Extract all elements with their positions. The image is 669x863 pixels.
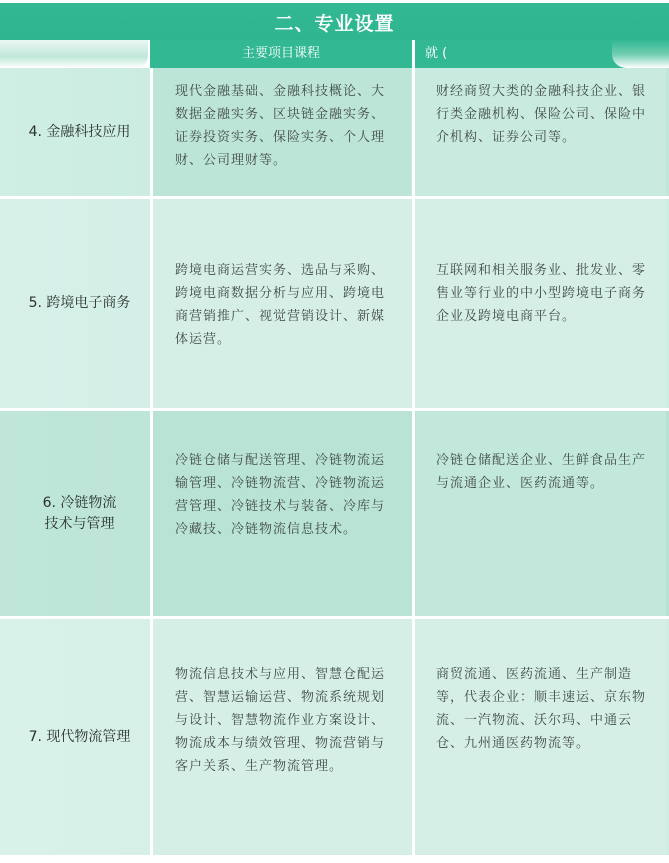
major-name-line1: 6. 冷链物流 [42, 494, 117, 511]
column-divider [412, 619, 415, 855]
table-row [0, 411, 669, 616]
major-name [10, 411, 149, 616]
major-courses: 跨境电商运营实务、选品与采购、跨境电商数据分析与应用、跨境电商营销推广、视觉营销设计、新媒体运营。 [153, 199, 411, 408]
table-row [0, 619, 669, 855]
major-jobs: 财经商贸大类的金融科技企业、银行类金融机构、保险公司、保险中介机构、证券公司等。 [416, 68, 666, 196]
header-left-decoration [0, 40, 148, 68]
major-name: 5. 跨境电子商务 [28, 295, 131, 311]
column-divider [150, 199, 153, 408]
major-name: 4. 金融科技应用 [28, 123, 131, 140]
column-divider [150, 68, 153, 196]
table-row [0, 199, 669, 408]
major-jobs: 互联网和相关服务业、批发业、零售业等行业的中小型跨境电子商务企业及跨境电商平台。 [416, 199, 666, 408]
column-divider [150, 411, 153, 616]
column-divider [412, 199, 415, 408]
table-row [0, 68, 669, 196]
major-courses: 冷链仓储与配送管理、冷链物流运输管理、冷链物流营、冷链物流运营管理、冷链技术与装备、冷库与冷藏技、冷链物流信息技术。 [153, 411, 411, 616]
major-name-line2: 技术与管理 [44, 515, 115, 532]
section-title: 二、专业设置 [274, 13, 395, 35]
header-jobs: 就 ( [415, 40, 665, 68]
major-name: 7. 现代物流管理 [28, 728, 131, 745]
column-divider [412, 68, 415, 196]
table-header [0, 40, 669, 68]
major-jobs: 商贸流通、医药流通、生产制造等，代表企业：顺丰速运、京东物流、一汽物流、沃尔玛、中通云仓、九州通医药物流等。 [416, 619, 666, 855]
header-courses: 主要项目课程 [150, 40, 412, 68]
column-divider [150, 619, 153, 855]
major-jobs: 冷链仓储配送企业、生鲜食品生产与流通企业、医药流通等。 [416, 411, 666, 616]
header-right-decoration [612, 40, 669, 68]
column-divider [412, 411, 415, 616]
major-courses: 现代金融基础、金融科技概论、大数据金融实务、区块链金融实务、证券投资实务、保险实务、个人理财、公司理财等。 [153, 68, 411, 196]
major-courses: 物流信息技术与应用、智慧仓配运营、智慧运输运营、物流系统规划与设计、智慧物流作业方案设计、物流成本与绩效管理、物流营销与客户关系、生产物流管理。 [153, 619, 411, 855]
